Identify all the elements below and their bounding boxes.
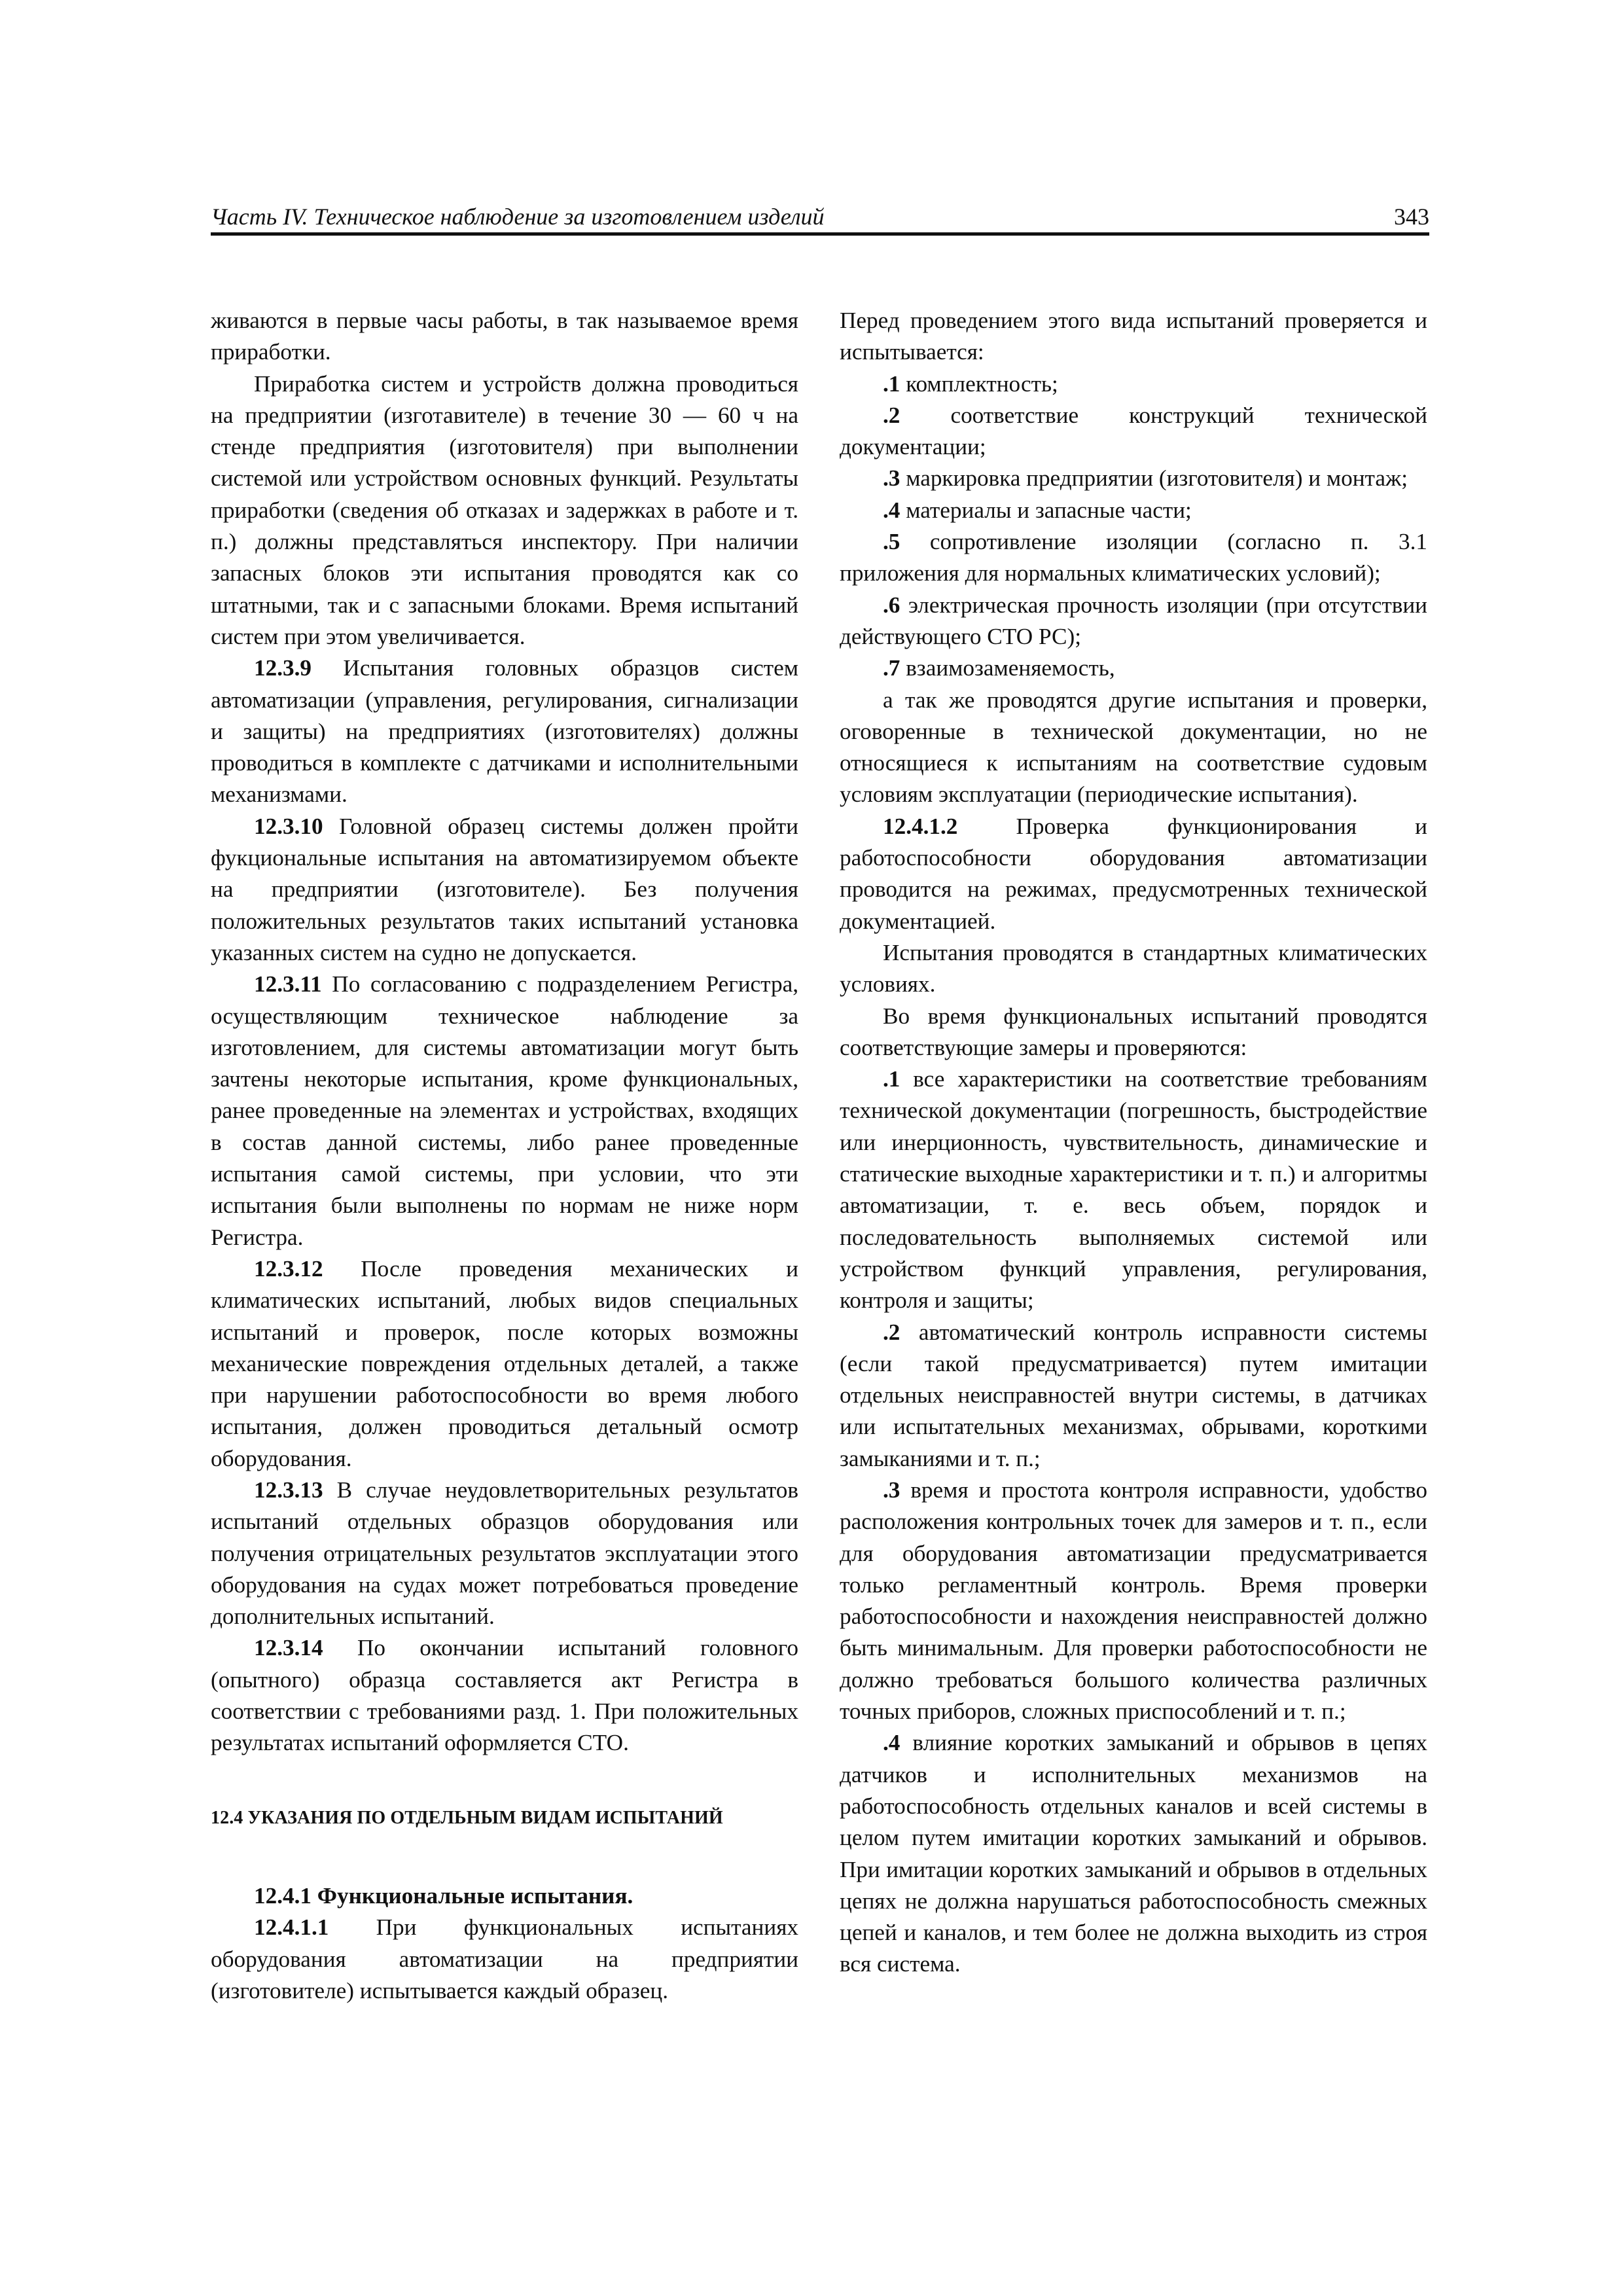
clause-number: 12.4.1.2: [883, 813, 958, 839]
paragraph: Перед проведением этого вида испытаний проверяется и испытывается:: [840, 308, 1427, 365]
clause-number: 12.3.12: [254, 1255, 323, 1282]
section-heading: 12.4 УКАЗАНИЯ ПО ОТДЕЛЬНЫМ ВИДАМ ИСПЫТАНИЙ: [211, 1807, 723, 1828]
item-number: .7: [883, 655, 901, 681]
paragraph: Испытания проводятся в стандартных климатических условиях.: [840, 939, 1427, 997]
list-item: .6 электрическая прочность изоляции (при отсутствии действующего СТО РС);: [840, 592, 1427, 649]
header-title: Часть IV. Техническое наблюдение за изготовлением изделий: [211, 204, 825, 230]
item-number: .3: [883, 1477, 901, 1503]
item-number: .5: [883, 529, 901, 555]
page-number: 343: [1394, 204, 1429, 230]
header-rule: [211, 232, 1429, 236]
clause-number: 12.4.1.1: [254, 1914, 329, 1941]
paragraph: 12.4.1.2 Проверка функционирования и работоспособности оборудования автоматизации проводится на режимах, предусмотренных технической документацией.: [840, 813, 1427, 934]
item-number: .6: [883, 592, 901, 618]
paragraph: живаются в первые часы работы, в так называемое время приработки.: [211, 308, 798, 365]
paragraph: 12.3.14 По окончании испытаний головного (опытного) образца составляется акт Регистра в соответствии с требованиями разд. 1. При положительных результатах испытаний оформляется СТО.: [211, 1635, 798, 1756]
list-item: .2 соответствие конструкций технической документации;: [840, 402, 1427, 460]
clause-number: 12.3.14: [254, 1635, 323, 1661]
item-number: .2: [883, 402, 901, 428]
paragraph: а так же проводятся другие испытания и проверки, оговоренные в технической документации, но не относящиеся к испытаниям на соответствие судовым условиям эксплуатации (периодические испытания).: [840, 687, 1427, 808]
paragraph: 12.3.11 По согласованию с подразделением Регистра, осуществляющим техническое наблюдение за изготовлением, для системы автоматизации могут быть зачтены некоторые испытания, кроме функциональных, ранее проведенные на элементах и устройствах, входящих в состав данной системы, либо ранее проведенные испытания самой системы, при условии, что эти испытания были выполнены по нормам не ниже норм Регистра.: [211, 971, 798, 1250]
list-item: .5 сопротивление изоляции (согласно п. 3.1 приложения для нормальных климатических условий);: [840, 529, 1427, 586]
clause-number: 12.3.9: [254, 655, 312, 681]
clause-number: 12.3.11: [254, 971, 322, 997]
paragraph: Во время функциональных испытаний проводятся соответствующие замеры и проверяются:: [840, 1003, 1427, 1060]
item-number: .4: [883, 497, 901, 523]
list-item: .1 все характеристики на соответствие требованиям технической документации (погрешность, быстродействие или инерционность, чувствительность, динамические и статические выходные характеристики и т. п.) и алгоритмы автоматизации, т. е. весь объем, порядок и последовательность выполняемых системой или устройством функций управления, регулирования, контроля и защиты;: [840, 1066, 1427, 1314]
item-number: .4: [883, 1730, 901, 1756]
list-item: .2 автоматический контроль исправности системы (если такой предусматривается) путем имитации отдельных неисправностей внутри системы, в датчиках или испытательных механизмах, обрывами, короткими замыканиями и т. п.;: [840, 1319, 1427, 1471]
running-header: [211, 198, 1429, 236]
right-column: [840, 305, 1427, 1981]
list-item: .7 взаимозаменяемость,: [883, 655, 1115, 681]
left-column: [211, 305, 798, 2007]
item-number: .1: [883, 1066, 901, 1092]
item-number: .1: [883, 370, 901, 397]
clause-number: 12.3.10: [254, 813, 323, 839]
list-item: .4 влияние коротких замыканий и обрывов в цепях датчиков и исполнительных механизмов на работоспособность отдельных каналов и всей системы в целом путем имитации коротких замыканий и обрывов. При имитации коротких замыканий и обрывов в отдельных цепях не должна нарушаться работоспособность смежных цепей и каналов, и тем более не должна выходить из строя вся система.: [840, 1730, 1427, 1977]
list-item: .1 комплектность;: [883, 370, 1058, 397]
paragraph: 12.3.13 В случае неудовлетворительных результатов испытаний отдельных образцов оборудования или получения отрицательных результатов эксплуатации этого оборудования на судах может потребоваться проведение дополнительных испытаний.: [211, 1477, 798, 1630]
list-item: .4 материалы и запасные части;: [883, 497, 1192, 523]
subsection-heading: 12.4.1 Функциональные испытания.: [254, 1882, 633, 1909]
item-number: .3: [883, 465, 901, 492]
list-item: .3 время и простота контроля исправности, удобство расположения контрольных точек для замеров и т. п., если для оборудования автоматизации предусматривается только регламентный контроль. Время проверки работоспособности и нахождения неисправностей должно быть минимальным. Для проверки работоспособности не должно требоваться большого количества различных точных приборов, сложных приспособлений и т. п.;: [840, 1477, 1427, 1725]
paragraph: 12.4.1.1 При функциональных испытаниях оборудования автоматизации на предприятии (изготовителе) испытывается каждый образец.: [211, 1914, 798, 2003]
paragraph: 12.3.10 Головной образец системы должен пройти фукциональные испытания на автоматизируемом объекте на предприятии (изготовителе). Без получения положительных результатов таких испытаний установка указанных систем на судно не допускается.: [211, 813, 798, 965]
paragraph: Приработка систем и устройств должна проводиться на предприятии (изготавителе) в течение 30 — 60 ч на стенде предприятия (изготовителя) при выполнении системой или устройством основных функций. Результаты приработки (сведения об отказах и задержках в работе и т. п.) должны представляться инспектору. При наличии запасных блоков эти испытания проводятся как со штатными, так и с запасными блоками. Время испытаний систем при этом увеличивается.: [211, 370, 798, 649]
clause-number: 12.3.13: [254, 1477, 323, 1503]
item-number: .2: [883, 1319, 901, 1345]
paragraph: 12.3.9 Испытания головных образцов систем автоматизации (управления, регулирования, сигнализации и защиты) на предприятиях (изготовителях) должны проводиться в комплекте с датчиками и исполнительными механизмами.: [211, 655, 798, 808]
paragraph: 12.3.12 После проведения механических и климатических испытаний, любых видов специальных испытаний и проверок, после которых возможны механические повреждения отдельных деталей, а также при нарушении работоспособности во время любого испытания, должен проводиться детальный осмотр оборудования.: [211, 1255, 798, 1471]
list-item: .3 маркировка предприятии (изготовителя) и монтаж;: [883, 465, 1408, 492]
